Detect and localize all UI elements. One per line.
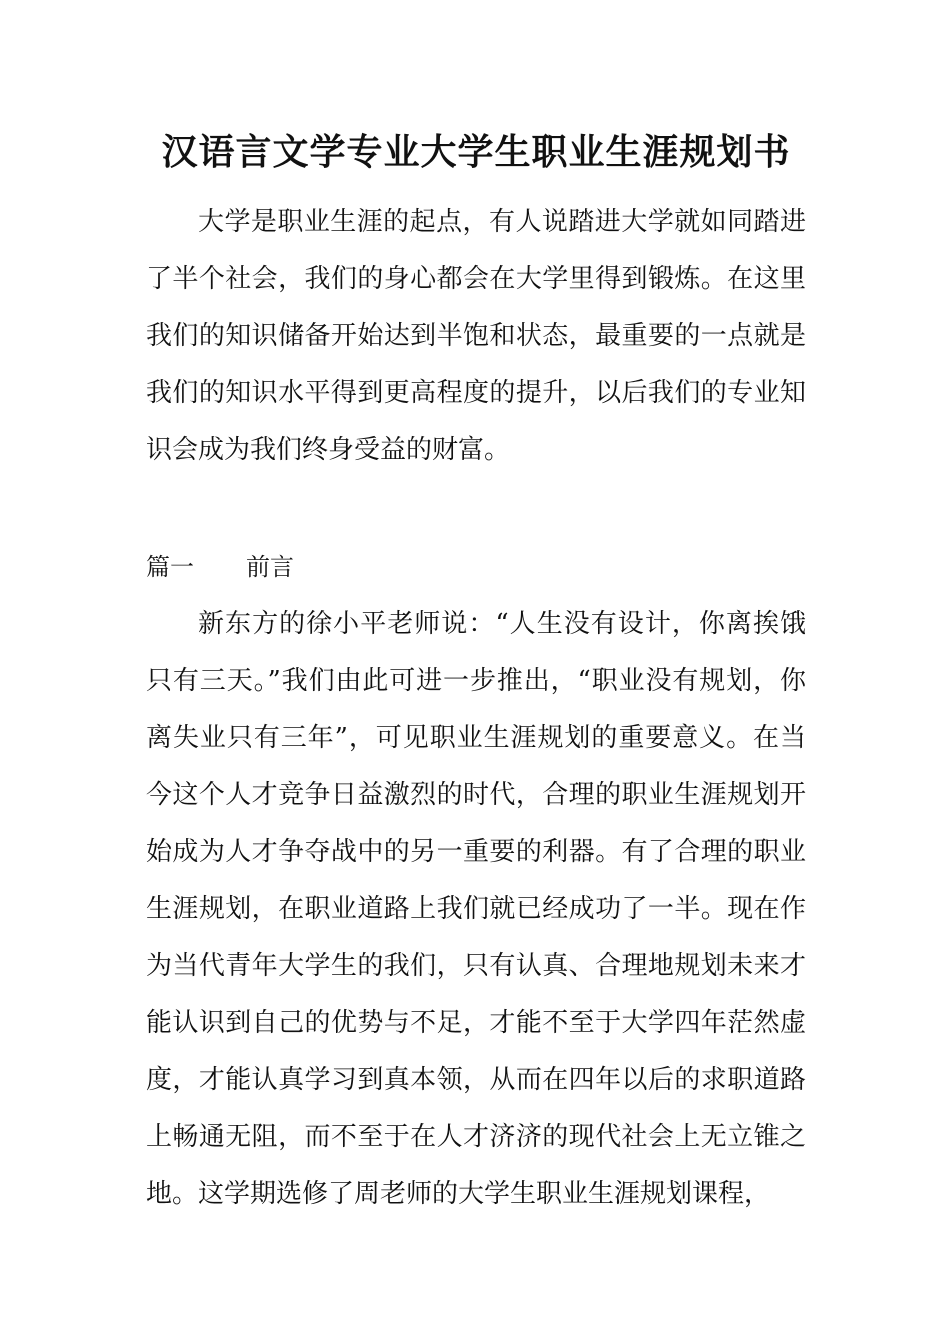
section-paragraph: 新东方的徐小平老师说：“人生没有设计，你离挨饿只有三天。”我们由此可进一步推出，“职业没有规划，你离失业只有三年”，可见职业生涯规划的重要意义。在当今这个人才竞争日益激烈的时代，合理的职业生涯规划开始成为人才争夺战中的另一重要的利器。有了合理的职业生涯规划，在职业道路上我们就已经成功了一半。现在作为当代青年大学生的我们，只有认真、合理地规划未来才能认识到自己的优势与不足，才能不至于大学四年茫然虚度，才能认真学习到真本领，从而在四年以后的求职道路上畅通无阻，而不至于在人才济济的现代社会上无立锥之地。这学期选修了周老师的大学生职业生涯规划课程， <box>146 609 806 1209</box>
section-title: 前言 <box>246 553 294 581</box>
section-number: 篇一 <box>146 553 194 581</box>
document-page <box>146 120 806 1223</box>
section-heading <box>146 539 806 596</box>
intro-paragraph: 大学是职业生涯的起点，有人说踏进大学就如同踏进了半个社会，我们的身心都会在大学里得到锻炼。在这里我们的知识储备开始达到半饱和状态，最重要的一点就是我们的知识水平得到更高程度的提升，以后我们的专业知识会成为我们终身受益的财富。 <box>146 207 806 465</box>
document-title: 汉语言文学专业大学生职业生涯规划书 <box>161 131 791 173</box>
